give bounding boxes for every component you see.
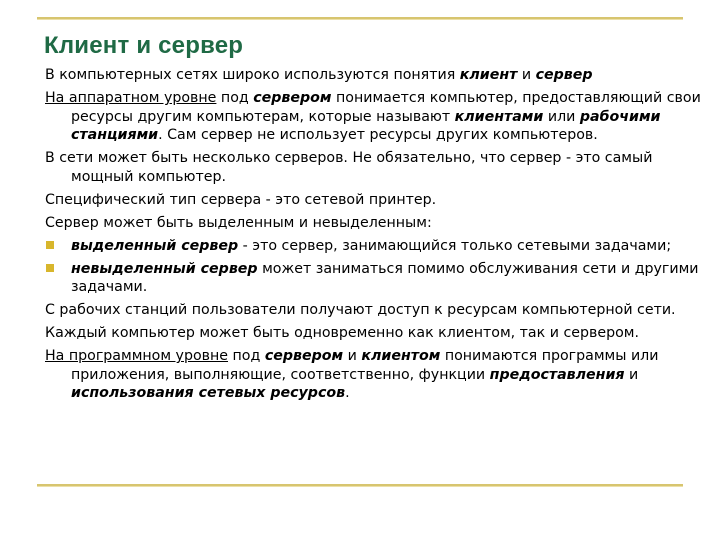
text: под: [216, 90, 254, 106]
bottom-divider: [37, 484, 683, 487]
term-client: клиентом: [361, 348, 441, 364]
term-client: клиент: [459, 67, 518, 83]
bullet-icon: [46, 264, 54, 272]
term-server: сервером: [253, 90, 332, 106]
term-server: сервер: [535, 67, 593, 83]
text: и: [343, 348, 362, 364]
text: и: [624, 366, 639, 383]
software-level-heading: На программном уровне: [45, 348, 229, 364]
term-server: сервером: [264, 348, 344, 364]
text: может заниматься помимо обслуживания сети и другими задачами.: [71, 260, 699, 295]
paragraph-software-level: [45, 347, 705, 403]
text: В компьютерных сетях широко используются понятия: [45, 67, 460, 83]
slide-title: Клиент и сервер: [44, 32, 244, 59]
paragraph-concepts: [45, 66, 705, 85]
paragraph-hardware-level: [45, 89, 705, 145]
slide-body: [45, 66, 705, 407]
text: понимается компьютер, предоставляющий свои ресурсы другим компьютерам, которые называют: [71, 90, 701, 125]
bullet-icon: [46, 241, 54, 249]
paragraph-printer: Специфический тип сервера - это сетевой принтер.: [45, 191, 437, 208]
term-non-dedicated-server: невыделенный сервер: [71, 260, 258, 277]
list-item-non-dedicated: [45, 260, 705, 297]
term-using-network-resources: использования сетевых ресурсов: [71, 385, 346, 401]
text: - это сервер, занимающийся только сетевыми задачами;: [238, 237, 672, 254]
text: под: [228, 348, 265, 364]
term-dedicated-server: выделенный сервер: [71, 237, 239, 254]
paragraph-access: С рабочих станций пользователи получают доступ к ресурсам компьютерной сети.: [45, 302, 676, 318]
term-clients: клиентами: [454, 108, 544, 125]
paragraph-multiple-servers: В сети может быть несколько серверов. Не обязательно, что сервер - это самый мощный компьютер.: [45, 150, 653, 185]
list-item-dedicated: [45, 237, 705, 256]
text: .: [345, 385, 350, 401]
top-divider: [37, 17, 683, 20]
text: и: [517, 67, 536, 83]
term-workstations: рабочими станциями: [71, 108, 661, 143]
text: понимаются программы или приложения, выполняющие, соответственно, функции: [71, 348, 659, 383]
paragraph-server-types: Сервер может быть выделенным и невыделенным:: [45, 214, 432, 231]
paragraph-dual-role: Каждый компьютер может быть одновременно как клиентом, так и сервером.: [45, 325, 639, 341]
term-providing: предоставления: [489, 366, 625, 383]
hardware-level-heading: На аппаратном уровне: [45, 90, 217, 106]
text: . Сам сервер не использует ресурсы других компьютеров.: [158, 127, 598, 143]
text: или: [543, 108, 580, 125]
